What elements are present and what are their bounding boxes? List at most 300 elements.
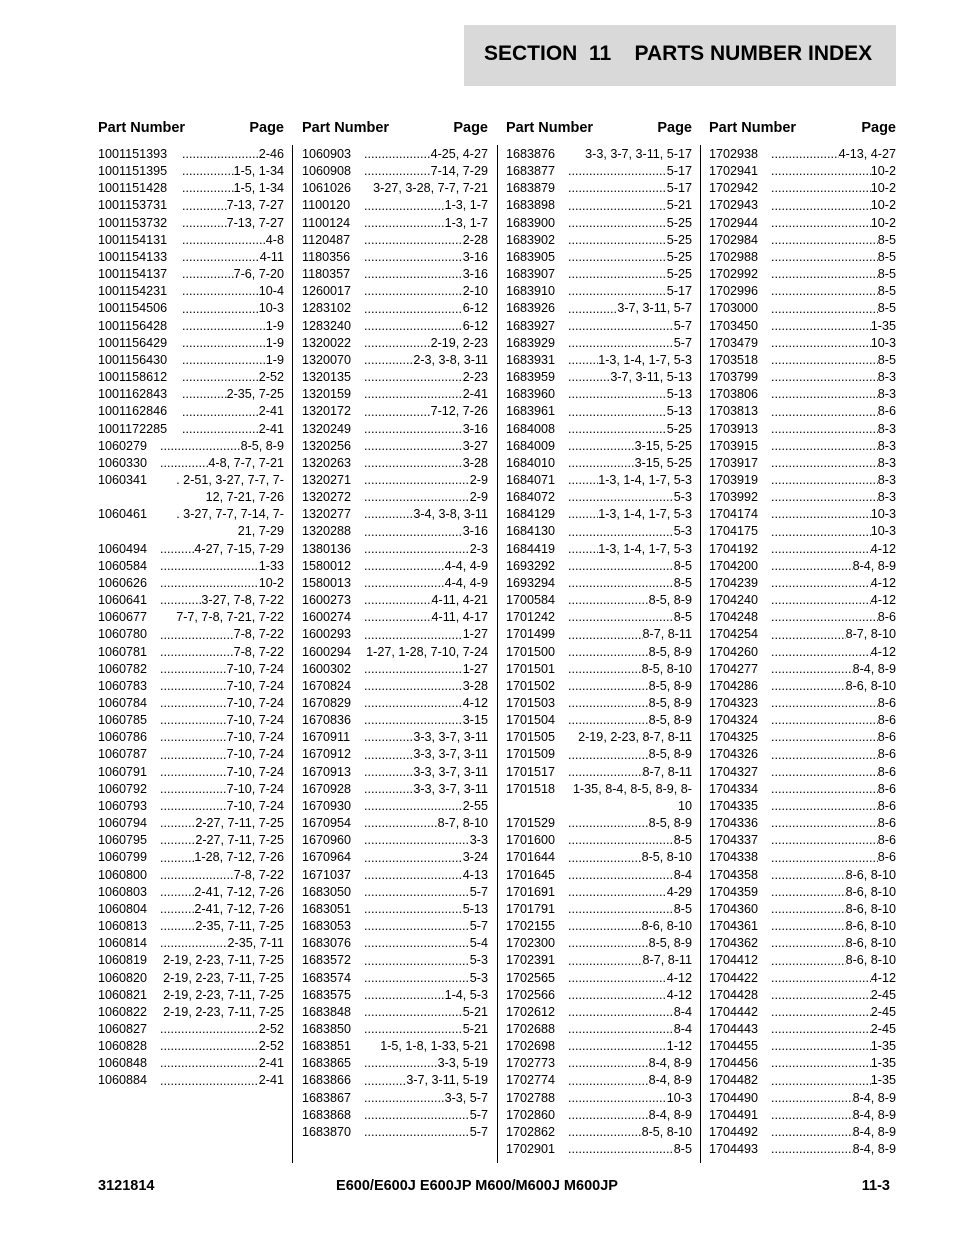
dot-leader bbox=[182, 232, 266, 249]
part-number: 1684010 bbox=[506, 455, 556, 470]
page-references bbox=[771, 592, 896, 609]
index-entry bbox=[98, 729, 284, 746]
index-entry bbox=[98, 506, 284, 540]
page-list: 3-7, 3-11, 5-13 bbox=[610, 370, 692, 385]
page-list: 7-8, 7-22 bbox=[233, 627, 284, 642]
page-references bbox=[568, 1021, 692, 1038]
page-list: 2-52 bbox=[258, 370, 284, 385]
dot-leader bbox=[160, 901, 194, 918]
index-entry bbox=[302, 352, 488, 369]
page-references bbox=[771, 901, 896, 918]
page-list: 1-3, 1-4, 1-7, 5-3 bbox=[598, 541, 692, 556]
page-references bbox=[771, 232, 896, 249]
part-number: 1683076 bbox=[302, 936, 352, 951]
page-references bbox=[771, 180, 896, 197]
index-entry bbox=[506, 1090, 692, 1107]
page-list: 1-9 bbox=[265, 352, 284, 367]
page-list: 4-4, 4-9 bbox=[444, 575, 488, 590]
dot-leader bbox=[771, 1073, 871, 1090]
page-references bbox=[771, 746, 896, 763]
index-entry bbox=[506, 232, 692, 249]
page-references bbox=[364, 455, 488, 472]
page-references bbox=[568, 867, 692, 884]
page-references bbox=[160, 626, 284, 643]
part-number: 1701517 bbox=[506, 764, 556, 779]
dot-leader bbox=[568, 1141, 674, 1158]
part-number: 1060814 bbox=[98, 936, 148, 951]
page-references bbox=[160, 712, 284, 729]
page-references bbox=[182, 266, 284, 283]
index-entry bbox=[709, 626, 896, 643]
dot-leader bbox=[364, 1055, 438, 1072]
page-references bbox=[771, 970, 896, 987]
page-list: 8-6 bbox=[877, 610, 896, 625]
page-references bbox=[568, 472, 692, 489]
dot-leader bbox=[160, 781, 227, 798]
dot-leader bbox=[364, 850, 463, 867]
page-list: 1-35 bbox=[870, 1039, 896, 1054]
dot-leader bbox=[364, 712, 463, 729]
footer-doc-number: 3121814 bbox=[98, 1178, 155, 1194]
page-list: 4-29 bbox=[666, 884, 692, 899]
part-number: 1683867 bbox=[302, 1090, 352, 1105]
dot-leader bbox=[364, 815, 438, 832]
page-references bbox=[568, 249, 692, 266]
dot-leader bbox=[364, 661, 463, 678]
dot-leader bbox=[364, 404, 431, 421]
page-references bbox=[182, 146, 284, 163]
page-references bbox=[182, 386, 284, 403]
page-list: 8-3 bbox=[877, 387, 896, 402]
page-references bbox=[364, 695, 488, 712]
footer-models: E600/E600J E600JP M600/M600J M600JP bbox=[336, 1178, 618, 1194]
part-number: 1060828 bbox=[98, 1039, 148, 1054]
index-entry bbox=[98, 455, 284, 472]
page-references bbox=[364, 644, 488, 661]
part-number: 1693294 bbox=[506, 575, 556, 590]
page-references bbox=[364, 386, 488, 403]
page-references bbox=[771, 421, 896, 438]
dot-leader bbox=[568, 1038, 667, 1055]
part-number: 1702943 bbox=[709, 198, 759, 213]
dot-leader bbox=[364, 1090, 445, 1107]
index-entry bbox=[98, 609, 284, 626]
index-entry bbox=[709, 438, 896, 455]
part-number: 1061026 bbox=[302, 181, 352, 196]
index-entry bbox=[98, 300, 284, 317]
page-list: 8-4, 8-9 bbox=[852, 1142, 896, 1157]
page-list: 8-4, 8-9 bbox=[852, 1090, 896, 1105]
part-number: 1683926 bbox=[506, 301, 556, 316]
index-entry bbox=[709, 352, 896, 369]
dot-leader bbox=[771, 884, 846, 901]
index-entry bbox=[98, 197, 284, 214]
dot-leader bbox=[364, 627, 463, 644]
dot-leader bbox=[160, 798, 227, 815]
page-references bbox=[771, 575, 896, 592]
page-list: 5-17 bbox=[666, 181, 692, 196]
part-number: 1702944 bbox=[709, 215, 759, 230]
part-number: 1702300 bbox=[506, 936, 556, 951]
page-references bbox=[364, 884, 488, 901]
header-page: Page bbox=[453, 120, 488, 136]
index-entry bbox=[98, 764, 284, 781]
part-number: 1060884 bbox=[98, 1073, 148, 1088]
page-references bbox=[364, 781, 488, 798]
dot-leader bbox=[364, 918, 470, 935]
page-references bbox=[364, 1021, 488, 1038]
page-references bbox=[568, 421, 692, 438]
page-references bbox=[364, 438, 488, 455]
dot-leader bbox=[160, 1038, 259, 1055]
page-references bbox=[182, 369, 284, 386]
part-number: 1001151395 bbox=[98, 164, 168, 179]
page-list: 5-21 bbox=[462, 1021, 488, 1036]
index-entry bbox=[506, 712, 692, 729]
dot-leader bbox=[364, 283, 463, 300]
page-list: 8-5 bbox=[673, 833, 692, 848]
page-references bbox=[364, 970, 488, 987]
page-references bbox=[568, 849, 692, 866]
part-number: 1703806 bbox=[709, 387, 759, 402]
page-list: 10-2 bbox=[870, 181, 896, 196]
index-entry bbox=[302, 1038, 488, 1055]
page-references bbox=[568, 455, 692, 472]
part-number: 1060908 bbox=[302, 164, 352, 179]
page-references bbox=[182, 197, 284, 214]
dot-leader bbox=[160, 1021, 259, 1038]
page-list: 4-12 bbox=[870, 644, 896, 659]
page-references bbox=[568, 884, 692, 901]
page-list: 8-5 bbox=[673, 575, 692, 590]
index-entry bbox=[302, 438, 488, 455]
part-number: 1060792 bbox=[98, 781, 148, 796]
page-list: 8-6 bbox=[877, 833, 896, 848]
part-number: 1704336 bbox=[709, 816, 759, 831]
index-entry bbox=[302, 1055, 488, 1072]
page-references bbox=[771, 300, 896, 317]
part-number: 1060819 bbox=[98, 953, 148, 968]
index-entry bbox=[709, 884, 896, 901]
page-list: 8-6, 8-10 bbox=[845, 953, 896, 968]
dot-leader bbox=[568, 867, 674, 884]
dot-leader bbox=[568, 712, 649, 729]
index-entry bbox=[709, 695, 896, 712]
index-entry bbox=[98, 712, 284, 729]
dot-leader bbox=[568, 301, 617, 318]
index-entry bbox=[98, 558, 284, 575]
page-references bbox=[771, 1107, 896, 1124]
dot-leader bbox=[771, 541, 871, 558]
page-list: 5-7 bbox=[673, 335, 692, 350]
page-references bbox=[568, 609, 692, 626]
part-number: 1684071 bbox=[506, 472, 556, 487]
page-list: 7-12, 7-26 bbox=[430, 404, 488, 419]
page-list: 7-6, 7-20 bbox=[233, 267, 284, 282]
page-list: 3-7, 3-11, 5-7 bbox=[617, 301, 692, 316]
dot-leader bbox=[568, 575, 674, 592]
page-references bbox=[568, 523, 692, 540]
index-entry bbox=[709, 1021, 896, 1038]
dot-leader bbox=[568, 695, 649, 712]
page-references bbox=[364, 575, 488, 592]
column-header bbox=[98, 118, 284, 146]
part-number: 1060279 bbox=[98, 438, 148, 453]
dot-leader bbox=[364, 592, 432, 609]
page-references bbox=[160, 575, 284, 592]
dot-leader bbox=[364, 1073, 406, 1090]
page-references bbox=[364, 232, 488, 249]
page-references bbox=[364, 489, 488, 506]
page-references bbox=[771, 729, 896, 746]
page-references bbox=[568, 1141, 692, 1158]
part-number: 1683848 bbox=[302, 1004, 352, 1019]
dot-leader bbox=[182, 318, 266, 335]
part-number: 1060584 bbox=[98, 558, 148, 573]
page-references bbox=[364, 952, 488, 969]
page-list: 8-5, 8-9 bbox=[648, 678, 692, 693]
page-list: 8-6, 8-10 bbox=[845, 678, 896, 693]
page-references bbox=[160, 609, 284, 626]
part-number: 1120487 bbox=[302, 232, 351, 247]
dot-leader bbox=[364, 678, 463, 695]
page-references bbox=[160, 695, 284, 712]
index-entry bbox=[302, 215, 488, 232]
dot-leader bbox=[364, 146, 431, 163]
index-entry bbox=[506, 523, 692, 540]
page-list: 8-6 bbox=[877, 850, 896, 865]
part-number: 1060903 bbox=[302, 147, 352, 161]
dot-leader bbox=[364, 558, 445, 575]
index-entry bbox=[98, 318, 284, 335]
page-references bbox=[160, 970, 284, 987]
dot-leader bbox=[771, 558, 853, 575]
page-list: 2-45 bbox=[870, 987, 896, 1002]
dot-leader bbox=[160, 764, 227, 781]
part-number: 1001154131 bbox=[98, 232, 168, 247]
dot-leader bbox=[182, 369, 259, 386]
page-list: 5-7 bbox=[469, 1107, 488, 1122]
part-number: 1683905 bbox=[506, 249, 556, 264]
index-entry bbox=[709, 1090, 896, 1107]
dot-leader bbox=[771, 1004, 871, 1021]
page-references bbox=[568, 695, 692, 712]
part-number: 1001158612 bbox=[98, 370, 168, 385]
index-entry bbox=[709, 1004, 896, 1021]
dot-leader bbox=[568, 747, 649, 764]
part-number: 1320135 bbox=[302, 370, 352, 385]
page-references bbox=[364, 1038, 488, 1055]
index-column-1 bbox=[98, 118, 284, 1090]
page-list: 3-15, 5-25 bbox=[634, 438, 692, 453]
dot-leader bbox=[771, 1107, 853, 1124]
index-entry bbox=[98, 867, 284, 884]
page-references bbox=[568, 712, 692, 729]
part-number: 1683927 bbox=[506, 318, 556, 333]
part-number: 1001154137 bbox=[98, 267, 168, 282]
page-references bbox=[568, 197, 692, 214]
dot-leader bbox=[160, 918, 195, 935]
dot-leader bbox=[771, 506, 871, 523]
index-entry bbox=[506, 1004, 692, 1021]
index-entry bbox=[709, 506, 896, 523]
index-entry bbox=[506, 300, 692, 317]
page-references bbox=[771, 455, 896, 472]
dot-leader bbox=[568, 764, 643, 781]
page-references bbox=[160, 1038, 284, 1055]
page-references bbox=[364, 901, 488, 918]
part-number: 1702612 bbox=[506, 1004, 556, 1019]
dot-leader bbox=[568, 558, 674, 575]
part-number: 1001151428 bbox=[98, 181, 168, 196]
page-list: 7-10, 7-24 bbox=[226, 730, 284, 745]
dot-leader bbox=[182, 421, 259, 438]
page-list: 10-2 bbox=[870, 164, 896, 179]
dot-leader bbox=[364, 884, 470, 901]
index-entry bbox=[98, 472, 284, 506]
part-number: 1704248 bbox=[709, 610, 759, 625]
page-list: 2-46 bbox=[258, 147, 284, 161]
dot-leader bbox=[160, 644, 234, 661]
page-references bbox=[568, 558, 692, 575]
page-references bbox=[160, 901, 284, 918]
page-references bbox=[182, 163, 284, 180]
dot-leader bbox=[771, 249, 878, 266]
part-number: 1600293 bbox=[302, 627, 352, 642]
index-entry bbox=[506, 163, 692, 180]
dot-leader bbox=[364, 215, 445, 232]
index-entry bbox=[709, 935, 896, 952]
page-references bbox=[364, 832, 488, 849]
dot-leader bbox=[568, 592, 649, 609]
index-entry bbox=[98, 386, 284, 403]
dot-leader bbox=[771, 678, 846, 695]
index-entry bbox=[98, 146, 284, 163]
index-entry bbox=[506, 1072, 692, 1089]
dot-leader bbox=[160, 627, 234, 644]
index-entry bbox=[98, 626, 284, 643]
index-entry bbox=[506, 1141, 692, 1158]
part-number: 1060784 bbox=[98, 696, 148, 710]
page-references bbox=[568, 1090, 692, 1107]
page-list: 8-4 bbox=[673, 1021, 692, 1036]
dot-leader bbox=[771, 352, 878, 369]
page-list: 5-25 bbox=[666, 249, 692, 264]
page-references bbox=[568, 746, 692, 763]
page-list: 1-35, 8-4, 8-5, 8-9, 8-10 bbox=[572, 781, 692, 813]
page-references bbox=[568, 386, 692, 403]
page-references bbox=[568, 832, 692, 849]
index-entry bbox=[302, 163, 488, 180]
index-entry bbox=[302, 661, 488, 678]
index-entry bbox=[98, 215, 284, 232]
page-references bbox=[364, 283, 488, 300]
page-list: 2-41 bbox=[258, 1056, 284, 1071]
page-references bbox=[364, 472, 488, 489]
dot-leader bbox=[568, 661, 642, 678]
part-number: 1704338 bbox=[709, 850, 759, 865]
index-entry bbox=[506, 558, 692, 575]
index-entry bbox=[709, 815, 896, 832]
dot-leader bbox=[771, 729, 878, 746]
page-references bbox=[771, 472, 896, 489]
part-number: 1683051 bbox=[302, 901, 352, 916]
part-number: 1320263 bbox=[302, 455, 352, 470]
page-list: 7-10, 7-24 bbox=[226, 764, 284, 779]
index-entry bbox=[709, 746, 896, 763]
part-number: 1703992 bbox=[709, 490, 759, 505]
dot-leader bbox=[568, 970, 667, 987]
page-list: 3-16 bbox=[462, 524, 488, 539]
dot-leader bbox=[160, 747, 227, 764]
index-entry bbox=[302, 232, 488, 249]
page-list: 5-7 bbox=[469, 884, 488, 899]
page-references bbox=[568, 1055, 692, 1072]
part-number: 1180357 bbox=[302, 267, 351, 282]
part-number: 1704491 bbox=[709, 1107, 759, 1122]
page-references bbox=[364, 746, 488, 763]
index-entry bbox=[506, 386, 692, 403]
index-entry bbox=[506, 266, 692, 283]
page-list: 4-27, 7-15, 7-29 bbox=[194, 541, 284, 556]
index-entry bbox=[709, 867, 896, 884]
page-list: 3-3, 3-7, 3-11 bbox=[413, 781, 488, 796]
index-entry bbox=[506, 1107, 692, 1124]
page-references bbox=[771, 849, 896, 866]
index-entry bbox=[98, 918, 284, 935]
dot-leader bbox=[364, 1107, 470, 1124]
dot-leader bbox=[771, 215, 871, 232]
dot-leader bbox=[771, 386, 878, 403]
dot-leader bbox=[771, 627, 846, 644]
page-references bbox=[364, 764, 488, 781]
dot-leader bbox=[771, 180, 871, 197]
part-number: 1683050 bbox=[302, 884, 352, 899]
index-entry bbox=[506, 352, 692, 369]
page-list: 3-3, 3-7, 3-11 bbox=[413, 730, 488, 745]
dot-leader bbox=[568, 489, 674, 506]
dot-leader bbox=[364, 266, 463, 283]
index-entry bbox=[709, 455, 896, 472]
index-entry bbox=[506, 661, 692, 678]
index-entry bbox=[506, 1038, 692, 1055]
index-entry bbox=[709, 1124, 896, 1141]
dot-leader bbox=[568, 1107, 649, 1124]
page-references bbox=[568, 403, 692, 420]
dot-leader bbox=[568, 1124, 642, 1141]
column-header bbox=[302, 118, 488, 146]
page-list: 8-6, 8-10 bbox=[641, 919, 692, 934]
page-references bbox=[568, 232, 692, 249]
part-number: 1684419 bbox=[506, 541, 556, 556]
page-list: 3-24 bbox=[462, 850, 488, 865]
part-number: 1060821 bbox=[98, 987, 148, 1002]
page-list: 7-14, 7-29 bbox=[430, 164, 488, 179]
index-entry bbox=[302, 918, 488, 935]
page-list: 7-8, 7-22 bbox=[233, 644, 284, 659]
dot-leader bbox=[364, 747, 413, 764]
page-references bbox=[771, 661, 896, 678]
index-entry bbox=[709, 197, 896, 214]
dot-leader bbox=[182, 283, 259, 300]
page-list: 2-10 bbox=[462, 284, 488, 299]
part-number: 1702860 bbox=[506, 1107, 556, 1122]
index-entry bbox=[506, 506, 692, 523]
page-references bbox=[771, 506, 896, 523]
part-number: 1703913 bbox=[709, 421, 759, 436]
page-list: 10-3 bbox=[258, 301, 284, 316]
part-number: 1670824 bbox=[302, 678, 352, 693]
